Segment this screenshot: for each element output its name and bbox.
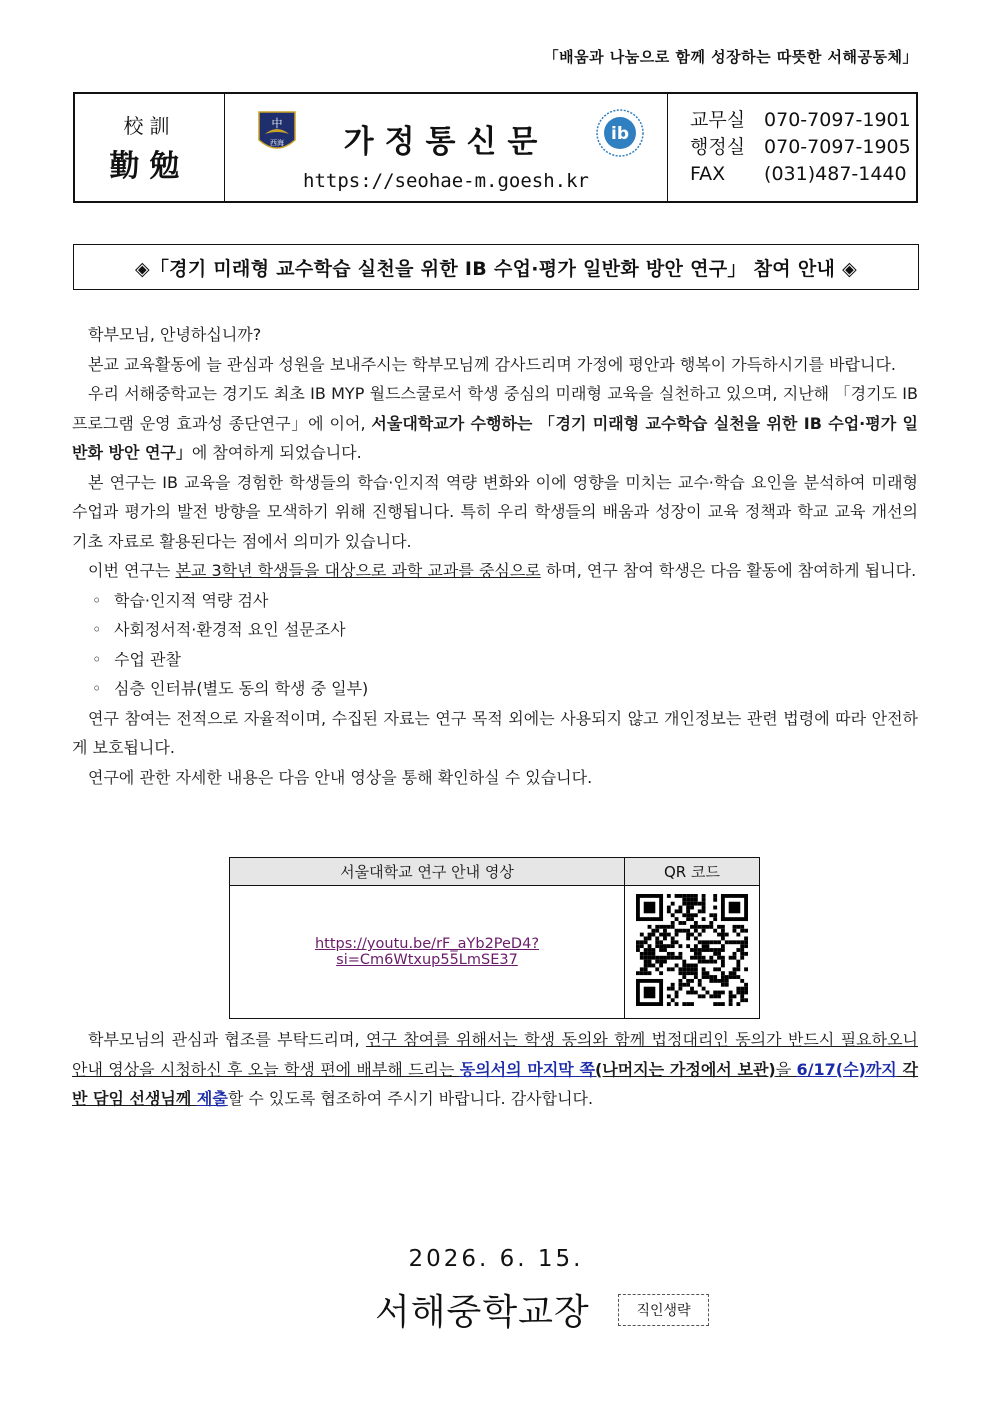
video-link[interactable]: https://youtu.be/rF_aYb2PeD4?si=Cm6Wtxup55LmSE37 — [230, 886, 625, 1019]
contact-info — [668, 94, 916, 201]
school-slogan: 「배움과 나눔으로 함께 성장하는 따뜻한 서해공동체」 — [543, 48, 918, 66]
ib-logo-icon — [595, 108, 645, 158]
paragraph: 연구에 관한 자세한 내용은 다음 안내 영상을 통해 확인하실 수 있습니다. — [88, 767, 593, 787]
motto-label: 校訓 — [123, 114, 176, 138]
video-table — [229, 857, 760, 1019]
list-item: ◦ 사회정서적·환경적 요인 설문조사 — [92, 620, 346, 639]
video-column-header: 서울대학교 연구 안내 영상 — [230, 858, 625, 886]
qr-code-icon — [636, 894, 748, 1006]
motto-value: 勤勉 — [109, 149, 190, 184]
svg-text:西海: 西海 — [270, 139, 284, 147]
contact-row: 교무실 070-7097-1901 — [690, 109, 911, 131]
notice-title: ◈「경기 미래형 교수학습 실천을 위한 IB 수업·평가 일반화 방안 연구」 참여 안내 ◈ — [73, 244, 919, 290]
svg-text:中: 中 — [271, 117, 283, 130]
list-item: ◦ 학습·인지적 역량 검사 — [92, 590, 269, 610]
seal-omitted-label: 직인생략 — [618, 1294, 709, 1326]
paragraph: 연구 참여는 전적으로 자율적이며, 수집된 자료는 연구 목적 외에는 사용되지 않고 개인정보는 관련 법령에 따라 안전하게 보호됩니다. — [72, 708, 918, 757]
school-motto — [75, 94, 225, 201]
letter-body — [72, 320, 918, 792]
list-item: ◦ 심층 인터뷰(별도 동의 학생 중 일부) — [92, 679, 369, 698]
letter-title-block — [225, 94, 668, 201]
school-website: https://seohae-m.goesh.kr — [303, 170, 589, 192]
greeting: 학부모님, 안녕하십니까? — [88, 325, 262, 344]
contact-row: 행정실 070-7097-1905 — [690, 136, 911, 158]
closing-paragraph: 학부모님의 관심과 협조를 부탁드리며, 연구 참여를 위해서는 학생 동의와 함께 법정대리인 동의가 반드시 필요하오니 안내 영상을 시청하신 후 오늘 학생 편에 배부해 드리는 동의서의 마지막 쪽(나머지는 가정에서 보관)을 6/17(수)까지 각 반 담임 선생님께 제출할 수 있도록 협조하여 주시기 바랍니다. 감사합니다. — [72, 1030, 919, 1108]
letter-title: 가정통신문 — [343, 124, 549, 160]
signer-title: 서해중학교장 — [375, 1292, 590, 1333]
issue-date: 2026. 6. 15. — [408, 1246, 584, 1272]
list-item: ◦ 수업 관찰 — [92, 649, 181, 669]
svg-text:ib: ib — [611, 124, 629, 144]
paragraph: 본교 교육활동에 늘 관심과 성원을 보내주시는 학부모님께 감사드리며 가정에 평안과 행복이 가득하시기를 바랍니다. — [88, 354, 897, 374]
contact-row: FAX (031)487-1440 — [690, 163, 907, 185]
qr-column-header: QR 코드 — [625, 858, 760, 886]
paragraph: 본 연구는 IB 교육을 경험한 학생들의 학습·인지적 역량 변화와 이에 영향을 미치는 교수·학습 요인을 분석하여 미래형 수업과 평가의 발전 방향을 모색하기 위해 진행됩니다. 특히 우리 학생들의 배움과 성장이 교육 정책과 학교 교육 개선의 기초 자료로 활용된다는 점에서 의미가 있습니다. — [72, 472, 918, 551]
paragraph: 우리 서해중학교는 경기도 최초 IB MYP 월드스쿨로서 학생 중심의 미래형 교육을 실천하고 있으며, 지난해 「경기도 IB 프로그램 운영 효과성 종단연구」에 이어, 서울대학교가 수행하는 「경기 미래형 교수학습 실천을 위한 IB 수업·평가 일반화 방안 연구」에 참여하게 되었습니다. — [72, 384, 919, 462]
qr-code-cell — [625, 886, 760, 1019]
letterhead — [73, 92, 918, 203]
paragraph: 이번 연구는 본교 3학년 학생들을 대상으로 과학 교과를 중심으로 하며, 연구 참여 학생은 다음 활동에 참여하게 됩니다. — [88, 561, 917, 580]
